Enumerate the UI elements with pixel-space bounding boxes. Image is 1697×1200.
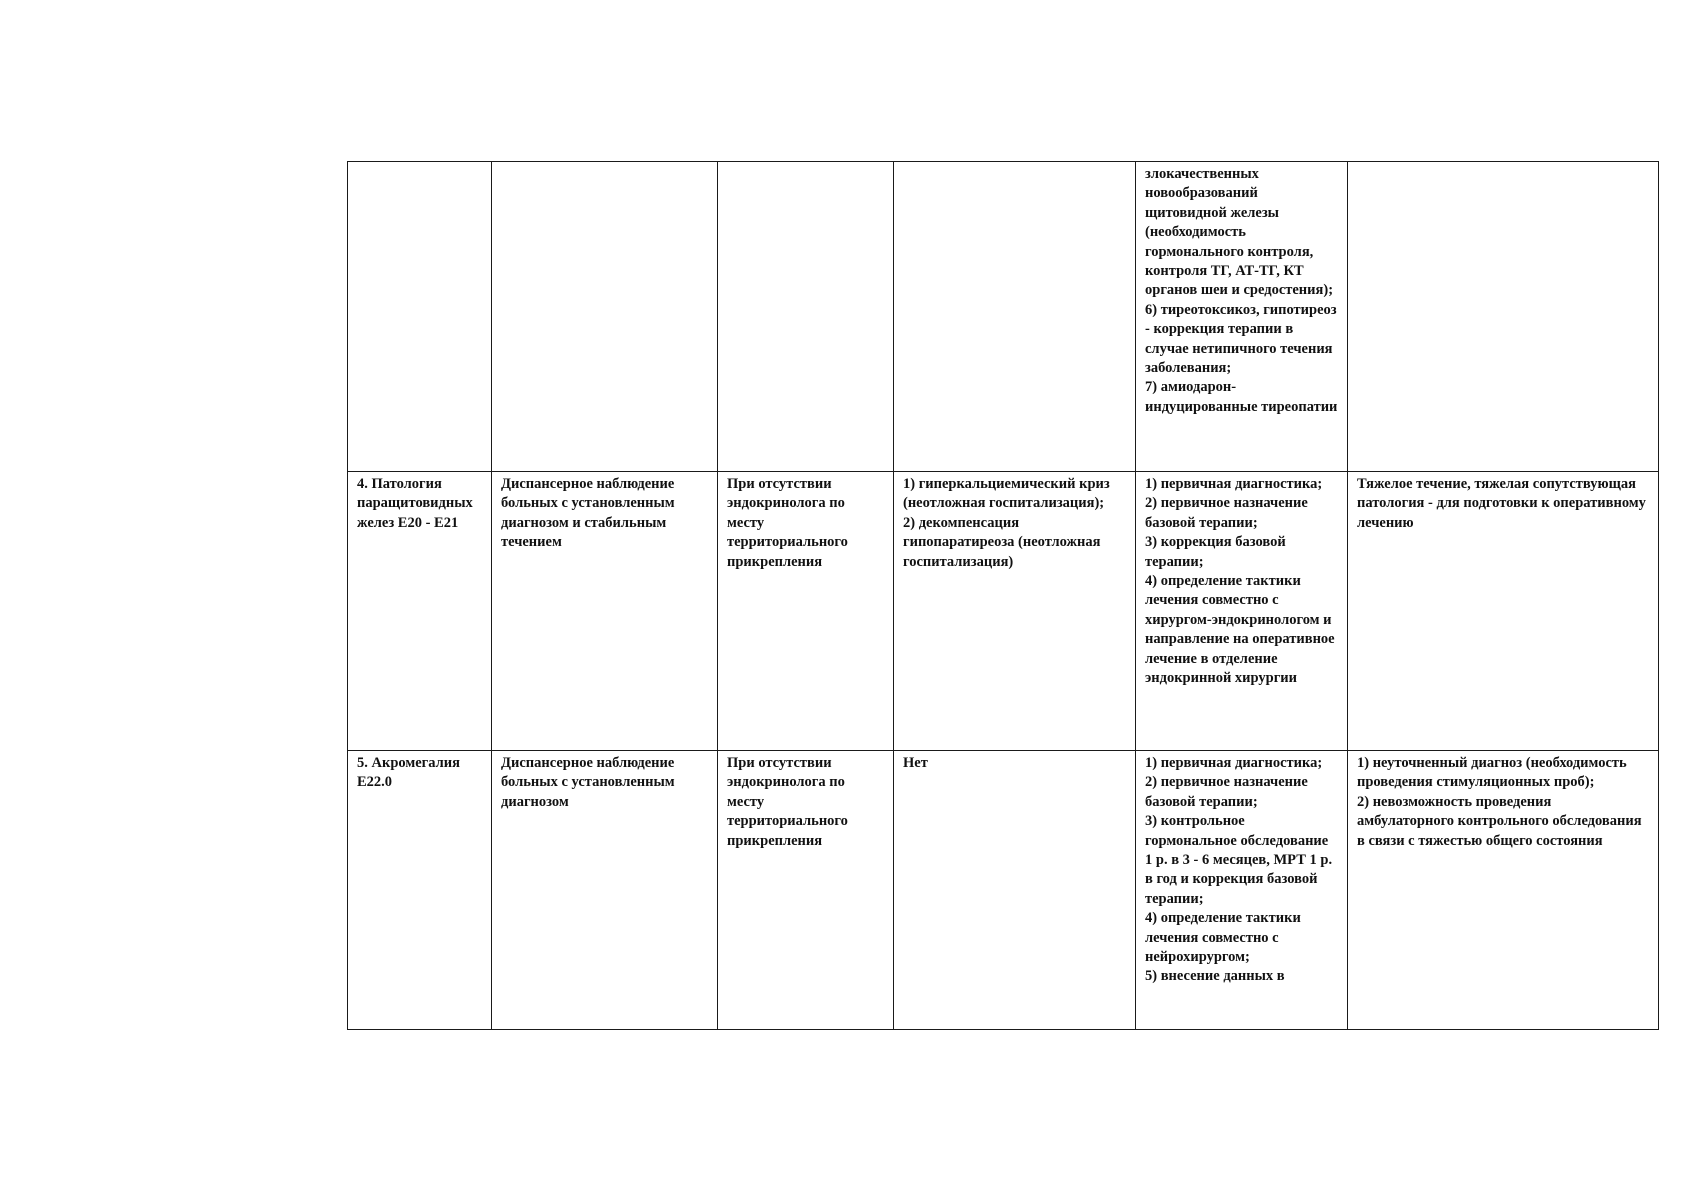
- table-row: [348, 472, 1659, 751]
- cell-diagnosis: [348, 162, 492, 472]
- cell-condition: При отсутствии эндокринолога по месту территориального прикрепления: [718, 751, 894, 1030]
- cell-text-line: 6) тиреотоксикоз, гипотиреоз - коррекция терапии в случае нетипичного течения заболевания;: [1145, 301, 1337, 377]
- cell-diagnosis: 5. Акромегалия E22.0: [348, 751, 492, 1030]
- cell-text-line: 1) гиперкальциемический криз (неотложная госпитализация);: [903, 476, 1110, 512]
- cell-text-line: 7) амиодарон-индуцированные тиреопатии: [1145, 379, 1338, 415]
- cell-emergency: [894, 162, 1136, 472]
- cell-hospitalization: [1348, 162, 1659, 472]
- cell-diagnosis: 4. Патология паращитовидных желез E20 - E21: [348, 472, 492, 751]
- cell-text-line: 2) первичное назначение базовой терапии;: [1145, 774, 1308, 810]
- cell-indications: [1136, 751, 1348, 1030]
- cell-text-line: 1) неуточненный диагноз (необходимость проведения стимуляционных проб);: [1357, 755, 1627, 791]
- table-row: [348, 751, 1659, 1030]
- cell-text-line: 3) контрольное гормональное обследование 1 р. в 3 - 6 месяцев, МРТ 1 р. в год и коррекция базовой терапии;: [1145, 813, 1333, 907]
- cell-text-line: 2) первичное назначение базовой терапии;: [1145, 495, 1308, 531]
- table-row: [348, 162, 1659, 472]
- cell-text-line: 5) внесение данных в: [1145, 968, 1285, 985]
- cell-condition: [718, 162, 894, 472]
- cell-text-line: 3) коррекция базовой терапии;: [1145, 534, 1286, 570]
- cell-indications: [1136, 162, 1348, 472]
- cell-text-line: 4) определение тактики лечения совместно с нейрохирургом;: [1145, 910, 1301, 966]
- cell-text-line: злокачественных новообразований щитовидной железы (необходимость гормонального контроля, контроля ТГ, АТ-ТГ, КТ органов шеи и средостения);: [1145, 166, 1334, 299]
- referral-criteria-table: [347, 161, 1659, 1030]
- cell-text-line: 4) определение тактики лечения совместно с хирургом-эндокринологом и направление на оперативное лечение в отделение эндокринной хирургии: [1145, 573, 1335, 687]
- cell-observation: [492, 162, 718, 472]
- cell-observation: Диспансерное наблюдение больных с установленным диагнозом и стабильным течением: [492, 472, 718, 751]
- cell-observation: Диспансерное наблюдение больных с установленным диагнозом: [492, 751, 718, 1030]
- cell-hospitalization: [1348, 751, 1659, 1030]
- cell-condition: При отсутствии эндокринолога по месту территориального прикрепления: [718, 472, 894, 751]
- cell-emergency: [894, 472, 1136, 751]
- cell-hospitalization: Тяжелое течение, тяжелая сопутствующая патология - для подготовки к оперативному лечению: [1348, 472, 1659, 751]
- cell-emergency: Нет: [894, 751, 1136, 1030]
- cell-text-line: 1) первичная диагностика;: [1145, 755, 1323, 771]
- cell-text-line: 2) невозможность проведения амбулаторного контрольного обследования в связи с тяжестью общего состояния: [1357, 793, 1642, 849]
- cell-text-line: 2) декомпенсация гипопаратиреоза (неотложная госпитализация): [903, 514, 1101, 570]
- cell-indications: [1136, 472, 1348, 751]
- cell-text-line: 1) первичная диагностика;: [1145, 476, 1323, 492]
